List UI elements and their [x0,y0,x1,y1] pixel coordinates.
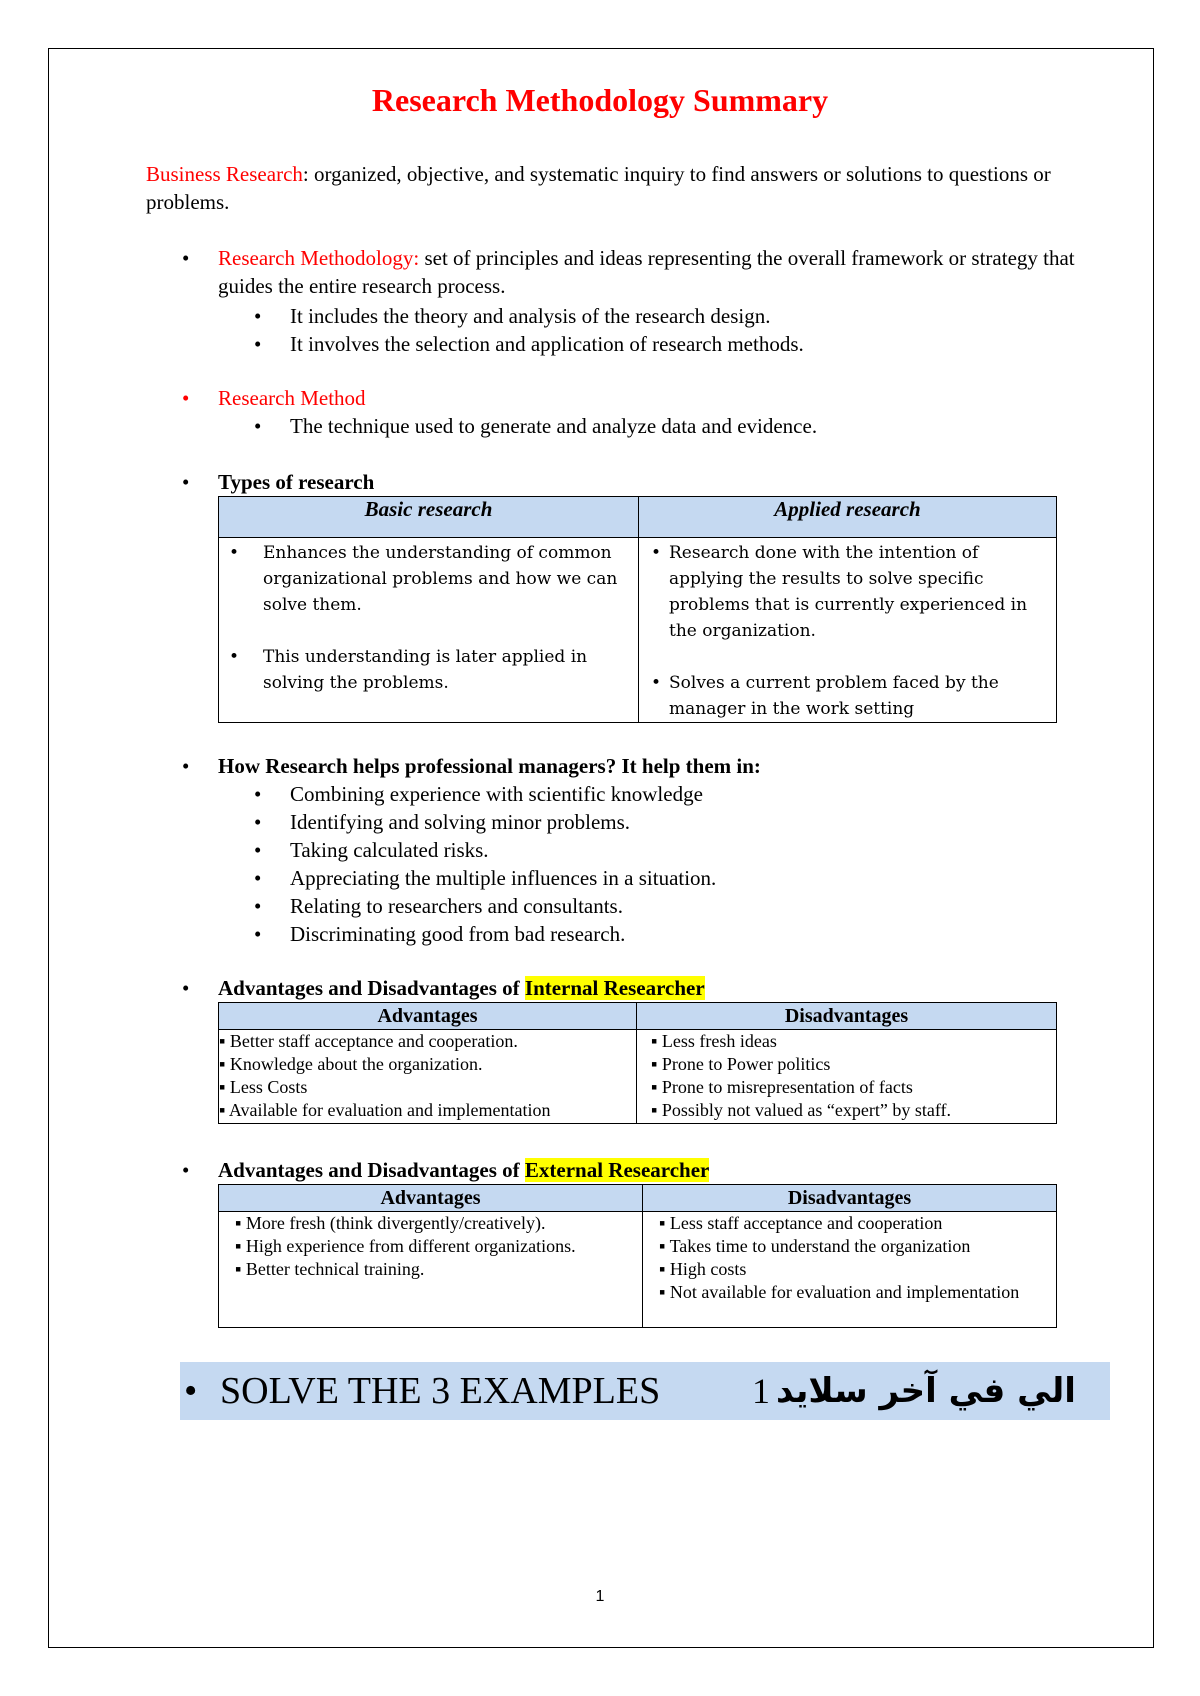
basic-research-cell [219,538,639,723]
document-title: Research Methodology Summary [371,82,829,118]
external-disadvantages-header: Disadvantages [643,1185,1057,1212]
methodology-term: Research Methodology: [218,246,420,270]
bullet-icon: • [651,673,662,693]
basic-research-header: Basic research [219,497,639,538]
solve-examples-number: 1 [752,1371,770,1411]
list-item: ▪ Available for evaluation and implementation [219,1100,551,1120]
list-item: ▪ High costs [659,1259,747,1279]
business-research-definition [146,160,1086,216]
types-heading: Types of research [218,470,375,494]
list-item: ▪ Knowledge about the organization. [219,1054,483,1074]
business-research-term: Business Research [146,162,303,186]
page-number: 1 [595,1588,605,1605]
external-heading: Advantages and Disadvantages of External Researcher [218,1158,710,1182]
bullet-icon: • [182,386,190,410]
applied-research-header: Applied research [639,497,1057,538]
bullet-icon: • [229,647,240,667]
method-term: Research Method [218,386,366,410]
internal-disadvantages-cell [637,1030,1057,1124]
external-highlight: External Researcher [524,1158,710,1182]
external-disadvantages-cell [643,1212,1057,1328]
list-item: ▪ More fresh (think divergently/creatively). [235,1213,546,1233]
methodology-bullet [182,244,1102,300]
list-item: ▪ Prone to Power politics [651,1054,831,1074]
bullet-icon: • [182,976,190,1000]
internal-advantages-header: Advantages [219,1003,637,1030]
list-item: ▪ Takes time to understand the organization [659,1236,971,1256]
list-item: ▪ Less Costs [219,1077,308,1097]
external-advantages-header: Advantages [219,1185,643,1212]
bullet-icon: • [254,922,262,946]
business-research-text: : organized, objective, and systematic inquiry to find answers or solutions to questions or problems. [146,162,1051,214]
bullet-icon: • [182,470,190,494]
bullet-icon: • [254,810,262,834]
list-item: ▪ Not available for evaluation and implementation [659,1282,1020,1302]
bullet-icon: • [254,304,262,328]
list-item: ▪ Better staff acceptance and cooperation. [219,1031,518,1051]
list-item: • Solves a current problem faced by the manager in the work setting [639,670,1056,722]
bullet-icon: • [182,754,190,778]
bullet-icon: • [254,782,262,806]
solve-examples-text: SOLVE THE 3 EXAMPLES [220,1370,661,1412]
types-of-research-table [218,496,1057,723]
internal-highlight: Internal Researcher [524,976,705,1000]
bullet-icon: • [254,332,262,356]
external-researcher-table [218,1184,1057,1328]
list-item: ▪ Possibly not valued as “expert” by staff. [651,1100,951,1120]
list-item: ▪ Less staff acceptance and cooperation [659,1213,943,1233]
managers-heading: How Research helps professional managers? It help them in: [218,754,761,778]
bullet-icon: • [254,894,262,918]
methodology-definition: set of principles and ideas representing the overall framework or strategy that guides the entire research process. [218,246,1075,298]
list-item: • This understanding is later applied in solving the problems. [219,644,638,696]
solve-examples-arabic: الي في آخر سلايد [776,1371,1076,1411]
bullet-icon: • [184,1370,198,1412]
bullet-icon: • [254,838,262,862]
list-item: ▪ Prone to misrepresentation of facts [651,1077,913,1097]
internal-researcher-table [218,1002,1057,1124]
list-item: ▪ Less fresh ideas [651,1031,777,1051]
external-advantages-cell [219,1212,643,1328]
bullet-icon: • [651,543,662,563]
internal-disadvantages-header: Disadvantages [637,1003,1057,1030]
applied-research-cell [639,538,1057,723]
bullet-icon: • [182,246,190,270]
bullet-icon: • [229,543,240,563]
bullet-icon: • [254,414,262,438]
bullet-icon: • [182,1158,190,1182]
list-item: ▪ Better technical training. [235,1259,425,1279]
list-item: ▪ High experience from different organizations. [235,1236,576,1256]
list-item: • Enhances the understanding of common organizational problems and how we can solve them. [219,540,638,618]
internal-advantages-cell [219,1030,637,1124]
internal-heading: Advantages and Disadvantages of Internal Researcher [218,976,705,1000]
list-item: • Research done with the intention of applying the results to solve specific problems that is currently experienced in the organization. [639,540,1056,644]
bullet-icon: • [254,866,262,890]
